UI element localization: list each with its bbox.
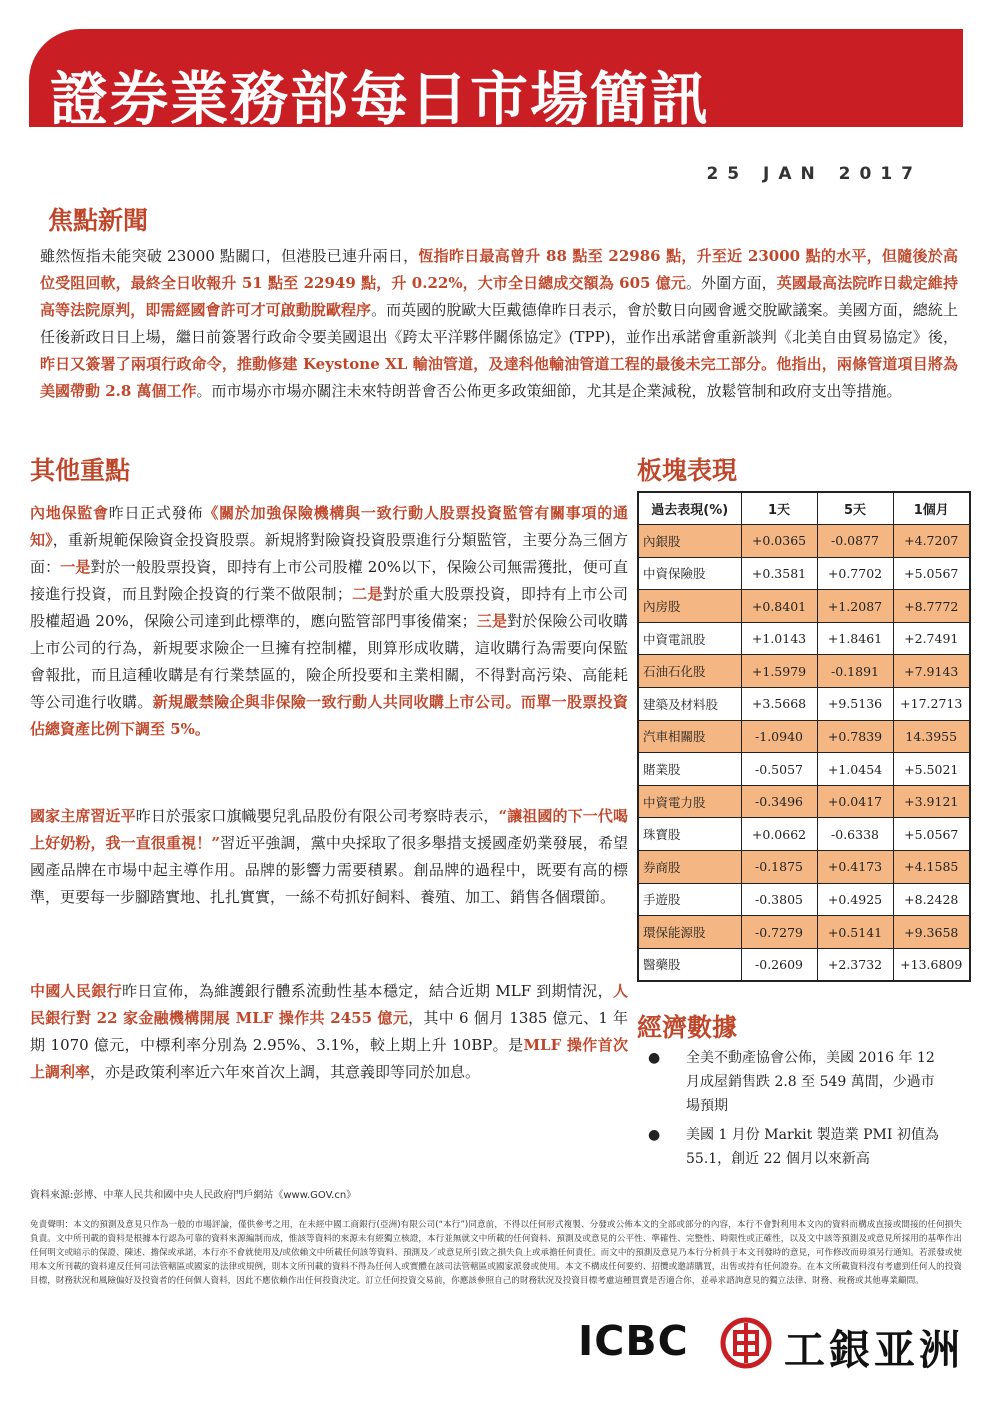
sector-name-cell: 券商股: [638, 851, 741, 884]
body-text: 對於重大股票投資，即持有上市公司股權超過 20%，保險公司達到此標準的，應向監管部門事後備案；: [30, 585, 628, 630]
highlight-text: 新規嚴禁險企與非保險一致行動人共同收購上市公司。而單一股票投資佔總資產比例下調至 5%。: [30, 693, 628, 738]
one-day-cell: +0.8401: [741, 590, 817, 623]
five-day-cell: +0.4925: [817, 883, 893, 916]
table-row: [638, 655, 970, 688]
other-highlight-paragraph-insurance: [30, 500, 628, 743]
highlight-text: 《關於加強保險機構與一致行動人股票投資監管有關事項的通知》: [30, 504, 628, 549]
one-month-cell: +9.3658: [893, 916, 970, 949]
five-day-cell: +1.2087: [817, 590, 893, 623]
five-day-cell: -0.1891: [817, 655, 893, 688]
bullet-icon: ●: [648, 1050, 661, 1066]
one-month-cell: +5.0567: [893, 818, 970, 851]
five-day-cell: +9.5136: [817, 688, 893, 721]
five-day-cell: +0.5141: [817, 916, 893, 949]
table-row: [638, 622, 970, 655]
body-text: ，重新規範保險資金投資股票。新規將對險資投資股票進行分類監管，主要分為三個方面：: [30, 531, 628, 576]
icbc-seal-icon: [720, 1317, 772, 1369]
table-row: [638, 525, 970, 558]
column-header-1month: 1個月: [893, 492, 970, 525]
sector-name-cell: 醫藥股: [638, 948, 741, 981]
sector-performance-heading: 板塊表現: [637, 456, 738, 485]
one-day-cell: +3.5668: [741, 688, 817, 721]
highlight-text: 二是: [351, 585, 383, 603]
five-day-cell: -0.0877: [817, 525, 893, 558]
body-text: 昨日正式發佈: [108, 504, 204, 522]
five-day-cell: +0.7839: [817, 720, 893, 753]
sector-name-cell: 環保能源股: [638, 916, 741, 949]
body-text: 昨日宣佈，為維護銀行體系流動性基本穩定，結合近期 MLF 到期情況，: [122, 982, 613, 1000]
sector-name-cell: 中資電訊股: [638, 622, 741, 655]
economic-data-item: [648, 1123, 948, 1171]
body-text: 。外圍方面，: [686, 274, 777, 292]
focus-news-paragraph: [40, 243, 958, 405]
table-header-row: [638, 492, 970, 525]
sector-name-cell: 賭業股: [638, 753, 741, 786]
one-month-cell: +3.9121: [893, 785, 970, 818]
economic-data-item: [648, 1046, 948, 1118]
table-row: [638, 948, 970, 981]
one-month-cell: +17.2713: [893, 688, 970, 721]
page-title: 證券業務部每日市場簡訊: [50, 65, 711, 133]
highlight-text: “讓祖國的下一代喝上好奶粉，我一直很重視！”: [30, 807, 628, 852]
economic-data-text: 全美不動產協會公佈，美國 2016 年 12 月成屋銷售跌 2.8 至 549 萬間，少過市場預期: [686, 1050, 935, 1114]
sector-name-cell: 珠寶股: [638, 818, 741, 851]
sector-name-cell: 石油石化股: [638, 655, 741, 688]
body-text: 對於一般股票投資，即持有上市公司股權 20%以下，保險公司無需獲批，便可直接進行投資，而且對險企投資的行業不做限制；: [30, 558, 628, 603]
five-day-cell: +1.8461: [817, 622, 893, 655]
sector-name-cell: 中資電力股: [638, 785, 741, 818]
highlight-text: 三是: [476, 612, 508, 630]
table-row: [638, 688, 970, 721]
table-row: [638, 557, 970, 590]
body-text: 對於保險公司收購上市公司的行為，新規要求險企一旦擁有控制權，則算形成收購，這收購行為需要向保監會報批，而且這種收購是有行業禁區的，險企所投要和主業相關，不得對高污染、高能耗等公司進行收購。: [30, 612, 628, 711]
highlight-text: 內地保監會: [30, 504, 109, 522]
sector-name-cell: 中資保險股: [638, 557, 741, 590]
one-month-cell: +13.6809: [893, 948, 970, 981]
column-header-5day: 5天: [817, 492, 893, 525]
other-highlight-paragraph-dairy: [30, 803, 628, 911]
body-text: 習近平強調，黨中央採取了很多舉措支援國產奶業發展，希望國產品牌在市場中起主導作用。品牌的影響力需要積累。創品牌的過程中，既要有高的標準，更要每一步腳踏實地、扎扎實實，一絲不苟抓好飼料、養殖、加工、銷售各個環節。: [30, 834, 628, 906]
one-day-cell: -0.7279: [741, 916, 817, 949]
other-highlights-heading: 其他重點: [30, 456, 131, 485]
table-row: [638, 785, 970, 818]
one-day-cell: -0.3496: [741, 785, 817, 818]
focus-news-heading: 焦點新聞: [48, 206, 149, 235]
one-day-cell: +1.5979: [741, 655, 817, 688]
one-day-cell: -0.1875: [741, 851, 817, 884]
one-day-cell: -0.3805: [741, 883, 817, 916]
highlight-text: 一是: [60, 558, 91, 576]
logo-wordmark-cn: 工銀亚洲: [784, 1326, 964, 1374]
one-day-cell: +0.3581: [741, 557, 817, 590]
highlight-text: 恆指昨日最高曾升 88 點至 22986 點，升至近 23000 點的水平，但隨後於高位受阻回軟，最終全日收報升 51 點至 22949 點，升 0.22%，大市全日總成交額為 605 億元: [40, 247, 958, 292]
one-day-cell: -1.0940: [741, 720, 817, 753]
highlight-text: 英國最高法院昨日裁定維持高等法院原判，即需經國會許可才可啟動脫歐程序: [40, 274, 958, 319]
five-day-cell: -0.6338: [817, 818, 893, 851]
five-day-cell: +0.0417: [817, 785, 893, 818]
body-text: ，其中 6 個月 1385 億元、1 年期 1070 億元，中標利率分別為 2.95%、3.1%，較上期上升 10BP。是: [30, 1009, 628, 1054]
logo-wordmark-en: ICBC: [578, 1317, 689, 1365]
one-month-cell: +5.5021: [893, 753, 970, 786]
highlight-text: MLF 操作首次上調利率: [30, 1036, 628, 1081]
body-text: 雖然恆指未能突破 23000 點關口，但港股已連升兩日，: [40, 247, 419, 265]
table-row: [638, 883, 970, 916]
table-row: [638, 720, 970, 753]
one-month-cell: +7.9143: [893, 655, 970, 688]
highlight-text: 國家主席習近平: [30, 807, 136, 825]
other-highlight-paragraph-pboc: [30, 978, 628, 1086]
table-row: [638, 851, 970, 884]
sector-name-cell: 建築及材料股: [638, 688, 741, 721]
one-day-cell: -0.2609: [741, 948, 817, 981]
highlight-text: 昨日又簽署了兩項行政命令，推動修建 Keystone XL 輸油管道，及達科他輸油管道工程的最後未完工部分。他指出，兩條管道項目將為美國帶動 2.8 萬個工作: [40, 355, 958, 400]
highlight-text: 中國人民銀行: [30, 982, 123, 1000]
five-day-cell: +2.3732: [817, 948, 893, 981]
five-day-cell: +1.0454: [817, 753, 893, 786]
five-day-cell: +0.7702: [817, 557, 893, 590]
one-month-cell: +8.7772: [893, 590, 970, 623]
bullet-icon: ●: [648, 1127, 661, 1143]
table-row: [638, 753, 970, 786]
one-month-cell: +2.7491: [893, 622, 970, 655]
sector-name-cell: 汽車相關股: [638, 720, 741, 753]
table-row: [638, 916, 970, 949]
column-header-1day: 1天: [741, 492, 817, 525]
one-day-cell: +1.0143: [741, 622, 817, 655]
one-month-cell: +8.2428: [893, 883, 970, 916]
icbc-asia-logo: [578, 1315, 963, 1375]
sector-name-cell: 內銀股: [638, 525, 741, 558]
economic-data-text: 美國 1 月份 Markit 製造業 PMI 初值為 55.1，創近 22 個月以來新高: [686, 1127, 939, 1167]
body-text: ，亦是政策利率近六年來首次上調，其意義即等同於加息。: [90, 1063, 481, 1081]
one-month-cell: +5.0567: [893, 557, 970, 590]
body-text: 昨日於張家口旗幟嬰兒乳品股份有限公司考察時表示，: [135, 807, 499, 825]
body-text: 。而市場亦市場亦關注未來特朗普會否公佈更多政策細節，尤其是企業減稅，放鬆管制和政府支出等措施。: [196, 382, 902, 400]
body-text: 。而英國的脫歐大臣戴德偉昨日表示，會於數日向國會遞交脫歐議案。美國方面，總統上任後新政日日上場，繼日前簽署行政命令要美國退出《跨太平洋夥伴關係協定》(TPP)，並作出承諾會重新談判《北美自由貿易協定》後，: [40, 301, 958, 346]
data-source-note: 資料來源:彭博、中華人民共和國中央人民政府門戶網站《www.GOV.cn》: [30, 1190, 357, 1201]
sector-performance-table: [637, 491, 971, 982]
sector-name-cell: 內房股: [638, 590, 741, 623]
one-month-cell: 14.3955: [893, 720, 970, 753]
one-day-cell: +0.0365: [741, 525, 817, 558]
table-row: [638, 590, 970, 623]
table-row: [638, 818, 970, 851]
economic-data-heading: 經濟數據: [637, 1013, 738, 1042]
column-header-period: 過去表現(%): [638, 492, 741, 525]
five-day-cell: +0.4173: [817, 851, 893, 884]
one-month-cell: +4.7207: [893, 525, 970, 558]
one-day-cell: -0.5057: [741, 753, 817, 786]
report-date: 25 JAN 2017: [706, 164, 922, 184]
one-month-cell: +4.1585: [893, 851, 970, 884]
sector-name-cell: 手遊股: [638, 883, 741, 916]
disclaimer-text: 免責聲明：本文的預測及意見只作為一般的市場評論，僅供參考之用，在未經中國工商銀行(亞洲)有限公司(“本行”)同意前，不得以任何形式複製、分發或公佈本文的全部或部分的內容，本行不會對利用本文內的資料而構成直接或間接的任何損失負責。文中所刊載的資料是根據本行認為可靠的資料來源編制而成，惟該等資料的來源未有經獨立核證，本行並無就文中所載的任何資料、預測及或意見的公平性、準確性、完整性、時限性或正確性，以及文中該等預測及或意見所採用的基準作出任何明文或暗示的保證、陳述、擔保或承諾，本行亦不會就使用及/或依賴文中所載任何該等資料、預測及／或意見所引致之損失負上或承擔任何責任。而文中的預測及意見乃本行分析員于本文刊發時的意見，可作修改而毋須另行通知。若派發或使用本文所刊載的資料違反任何司法管轄區或國家的法律或規例，則本文所刊載的資料不得為任何人或實體在該司法管轄區或國家派發或使用。本文不構成任何要約、招攬或邀請購買，出售或持有任何證券。在本文所載資料沒有考慮到任何人的投資目標，財務狀況和風險偏好及投資者的任何個人資料，因此不應依賴作出任何投資決定。訂立任何投資交易前，你應該參照自己的財務狀況及投資目標考慮這種買賣是否適合你，並尋求諮詢意見的獨立法律、財務、稅務或其他專業顧問。: [30, 1220, 962, 1286]
highlight-text: 人民銀行對 22 家金融機構開展 MLF 操作共 2455 億元: [30, 982, 628, 1027]
one-day-cell: +0.0662: [741, 818, 817, 851]
